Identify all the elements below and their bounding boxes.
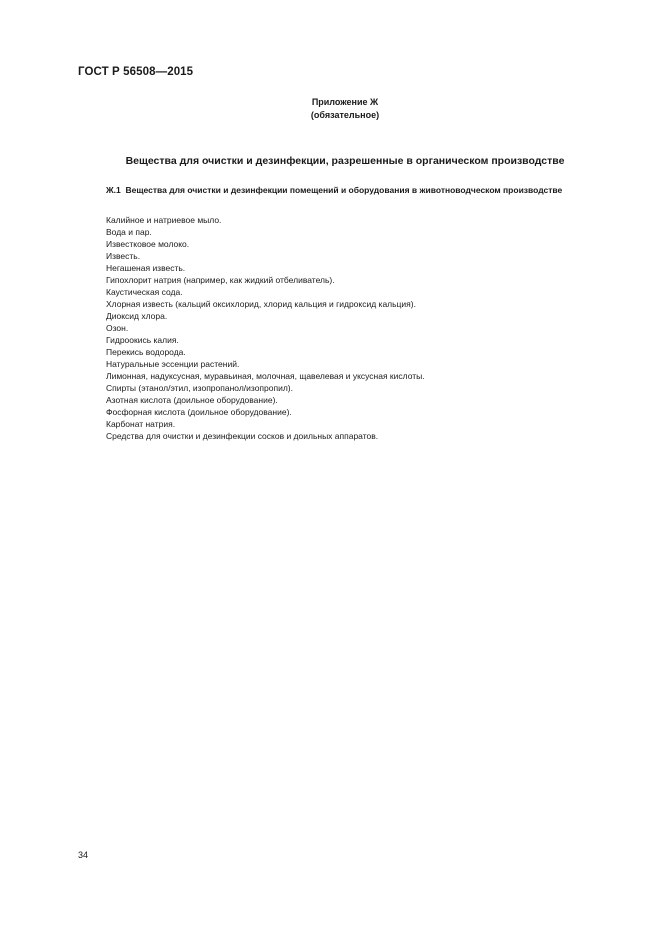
list-item: Перекись водорода. (106, 347, 186, 357)
appendix-title: Вещества для очистки и дезинфекции, разрешенные в органическом производстве (125, 155, 565, 167)
appendix-header (300, 96, 390, 122)
list-item: Негашеная известь. (106, 263, 186, 273)
document-code: ГОСТ Р 56508—2015 (78, 66, 194, 78)
list-item: Спирты (этанол/этил, изопропанол/изопропил). (106, 383, 293, 393)
list-item: Лимонная, надуксусная, муравьиная, молочная, щавелевая и уксусная кислоты. (106, 371, 425, 381)
section-heading (78, 185, 586, 197)
section-heading-text: Вещества для очистки и дезинфекции помещений и оборудования в животноводческом производстве (125, 185, 563, 195)
list-item: Азотная кислота (доильное оборудование). (106, 395, 278, 405)
list-item: Известковое молоко. (106, 239, 190, 249)
list-item: Карбонат натрия. (106, 419, 176, 429)
list-item: Озон. (106, 323, 129, 333)
list-item: Калийное и натриевое мыло. (106, 215, 222, 225)
list-item: Фосфорная кислота (доильное оборудование). (106, 407, 292, 417)
list-item: Средства для очистки и дезинфекции сосков и доильных аппаратов. (106, 431, 379, 441)
page-number: 34 (78, 850, 89, 860)
section-number: Ж.1 (106, 185, 121, 195)
list-item: Натуральные эссенции растений. (106, 359, 240, 369)
list-item: Вода и пар. (106, 227, 152, 237)
list-item: Известь. (106, 251, 141, 261)
list-item: Каустическая сода. (106, 287, 183, 297)
list-item: Диоксид хлора. (106, 311, 168, 321)
list-item: Гипохлорит натрия (например, как жидкий отбеливатель). (106, 275, 335, 285)
list-item: Гидроокись калия. (106, 335, 179, 345)
substances-list (106, 214, 425, 442)
appendix-label: Приложение Ж (311, 97, 379, 107)
list-item: Хлорная известь (кальций оксихлорид, хлорид кальция и гидроксид кальция). (106, 299, 416, 309)
appendix-status: (обязательное) (310, 110, 380, 120)
